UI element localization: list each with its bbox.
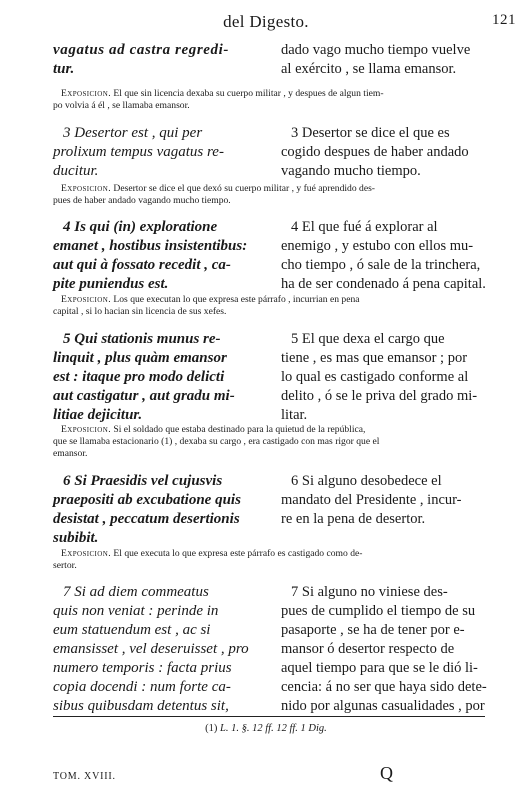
latin-line: tur. — [53, 61, 75, 77]
exposicion-text: po volvia á él , se llamaba emansor. — [53, 100, 190, 111]
latin-paragraph-2-cont — [53, 41, 278, 79]
latin-line: sibus quibusdam detentus sit, — [53, 698, 229, 714]
footnote — [0, 723, 532, 734]
spanish-line: 5 El que dexa el cargo que — [291, 331, 445, 347]
exposicion-label: Exposicion. — [61, 424, 111, 435]
exposicion-4 — [53, 424, 493, 460]
spanish-line: delito , ó se le priva del grado mi- — [281, 388, 478, 404]
latin-line: desistat , peccatum desertionis — [53, 511, 240, 527]
spanish-line: cogido despues de haber andado — [281, 144, 469, 160]
latin-line: numero temporis : facta prius — [53, 660, 232, 676]
latin-line: aut qui à fossato recedit , ca- — [53, 257, 231, 273]
latin-line: emansisset , vel deseruisset , pro — [53, 641, 249, 657]
latin-line: quis non veniat : perinde in — [53, 603, 219, 619]
spanish-line: al exército , se llama emansor. — [281, 61, 457, 77]
spanish-line: 6 Si alguno desobedece el — [291, 473, 442, 489]
latin-paragraph-7 — [53, 583, 278, 716]
spanish-line: 7 Si alguno no viniese des- — [291, 584, 448, 600]
footnote-rule — [53, 716, 485, 717]
spanish-line: pues de cumplido el tiempo de su — [281, 603, 476, 619]
exposicion-label: Exposicion. — [61, 548, 111, 559]
exposicion-text: El que sin licencia dexaba su cuerpo militar , y despues de algun tiem- — [111, 88, 384, 99]
spanish-line: mansor ó desertor respecto de — [281, 641, 455, 657]
spanish-line: nido por algunas casualidades , por — [281, 698, 485, 714]
latin-line: prolixum tempus vagatus re- — [53, 144, 224, 160]
latin-line: 3 Desertor est , qui per — [63, 125, 203, 141]
spanish-paragraph-6 — [281, 472, 491, 529]
exposicion-text: Desertor se dice el que dexó su cuerpo militar , y fué aprendido des- — [111, 183, 376, 194]
spanish-line: litar. — [281, 407, 308, 423]
spanish-paragraph-3 — [281, 124, 491, 181]
spanish-line: ha de ser condenado á pena capital. — [281, 276, 486, 292]
latin-line: vagatus ad castra regredi- — [53, 42, 230, 58]
latin-paragraph-3 — [53, 124, 278, 181]
footnote-marker: (1) — [205, 723, 218, 734]
running-head: del Digesto. — [223, 12, 309, 31]
signature-mark: Q — [380, 763, 393, 783]
exposicion-text: sertor. — [53, 560, 77, 571]
latin-line: ducitur. — [53, 163, 99, 179]
exposicion-label: Exposicion. — [61, 88, 111, 99]
exposicion-text: pues de haber andado vagando mucho tiempo. — [53, 195, 231, 206]
spanish-line: vagando mucho tiempo. — [281, 163, 421, 179]
latin-line: pite puniendus est. — [53, 276, 169, 292]
exposicion-text: Si el soldado que estaba destinado para la quietud de la república, — [111, 424, 366, 435]
latin-line: aut castigatur , aut gradu mi- — [53, 388, 235, 404]
spanish-line: lo qual es castigado conforme al — [281, 369, 469, 385]
spanish-paragraph-2-cont — [281, 41, 491, 79]
exposicion-text: capital , si lo hacian sin licencia de sus xefes. — [53, 306, 227, 317]
spanish-line: 4 El que fué á explorar al — [291, 219, 438, 235]
exposicion-text: El que executa lo que expresa este párrafo es castigado como de- — [111, 548, 363, 559]
spanish-line: 3 Desertor se dice el que es — [291, 125, 450, 141]
spanish-line: re en la pena de desertor. — [281, 511, 426, 527]
exposicion-label: Exposicion. — [61, 183, 111, 194]
latin-paragraph-6 — [53, 472, 278, 548]
page-number: 121 — [492, 12, 516, 28]
spanish-paragraph-4 — [281, 218, 493, 294]
spanish-line: aquel tiempo para que se le dió li- — [281, 660, 478, 676]
latin-line: 5 Qui stationis munus re- — [63, 331, 221, 347]
spanish-line: dado vago mucho tiempo vuelve — [281, 42, 471, 58]
spanish-line: cencia: á no ser que haya sido dete- — [281, 679, 487, 695]
exposicion-text: emansor. — [53, 448, 88, 459]
latin-line: litiae dejicitur. — [53, 407, 143, 423]
latin-paragraph-4 — [53, 218, 278, 294]
exposicion-3 — [53, 294, 493, 318]
latin-line: emanet , hostibus insistentibus: — [53, 238, 248, 254]
latin-line: linquit , plus quàm emansor — [53, 350, 227, 366]
exposicion-1 — [53, 88, 493, 112]
exposicion-text: que se llamaba estacionario (1) , dexaba su cargo , era castigado con mas rigor que el — [53, 436, 380, 447]
exposicion-label: Exposicion. — [61, 294, 111, 305]
latin-line: copia docendi : num forte ca- — [53, 679, 231, 695]
exposicion-text: Los que executan lo que expresa este párrafo , incurrian en pena — [111, 294, 360, 305]
spanish-paragraph-5 — [281, 330, 491, 425]
latin-line: 6 Si Praesidis vel cujusvis — [63, 473, 223, 489]
spanish-line: pasaporte , se ha de tener por e- — [281, 622, 465, 638]
spanish-line: cho tiempo , ó sale de la trinchera, — [281, 257, 481, 273]
latin-line: 4 Is qui (in) exploratione — [63, 219, 218, 235]
spanish-line: mandato del Presidente , incur- — [281, 492, 462, 508]
latin-line: subibit. — [53, 530, 99, 546]
latin-line: eum statuendum est , ac si — [53, 622, 211, 638]
latin-line: est : itaque pro modo delicti — [53, 369, 225, 385]
latin-line: praepositi ab excubatione quis — [53, 492, 241, 508]
spanish-line: tiene , es mas que emansor ; por — [281, 350, 468, 366]
latin-line: 7 Si ad diem commeatus — [63, 584, 209, 600]
exposicion-5 — [53, 548, 493, 572]
volume-line: TOM. XVIII. — [53, 771, 116, 782]
spanish-line: enemigo , y estubo con ellos mu- — [281, 238, 474, 254]
spanish-paragraph-7 — [281, 583, 493, 716]
footnote-text: L. 1. §. 12 ff. 12 ff. 1 Dig. — [220, 723, 327, 734]
latin-paragraph-5 — [53, 330, 278, 425]
exposicion-2 — [53, 183, 493, 207]
